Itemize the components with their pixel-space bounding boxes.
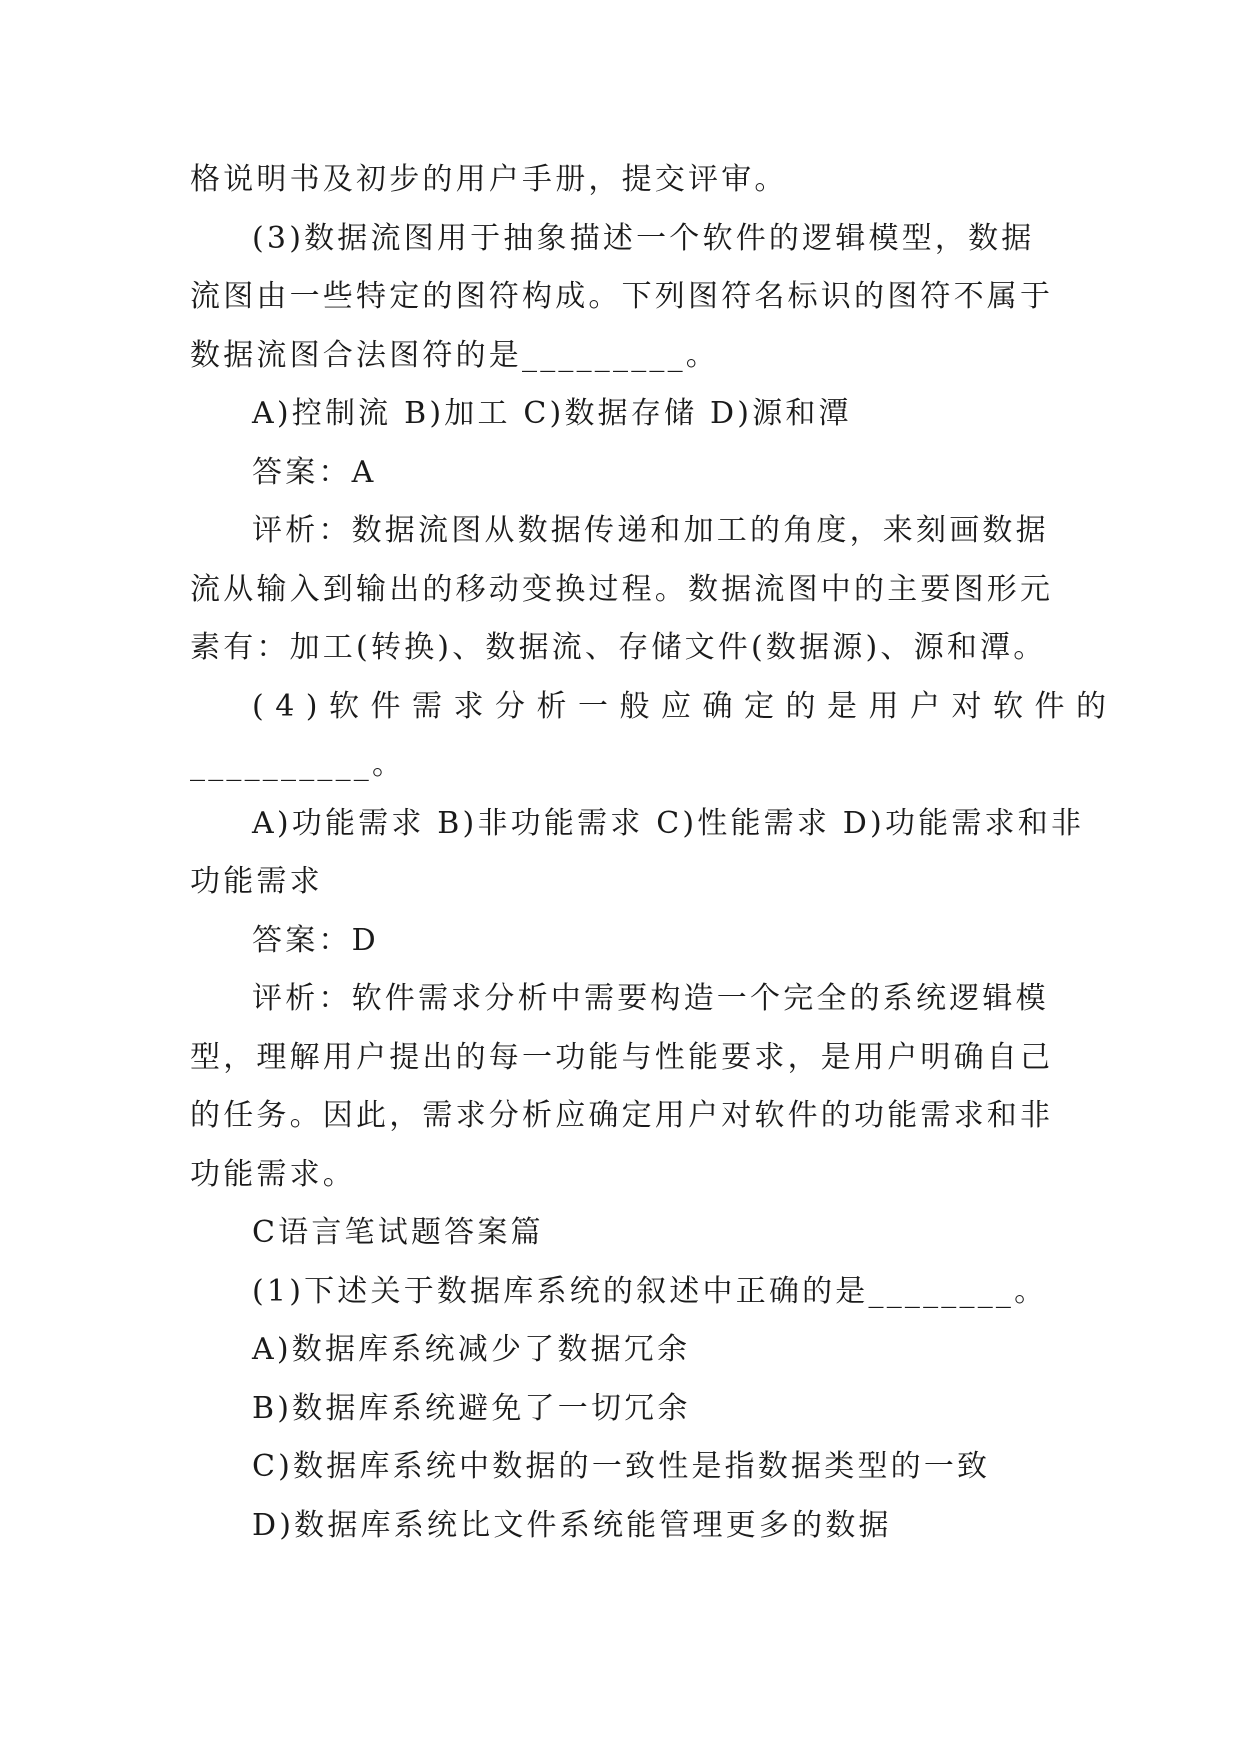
paragraph-line: 流图由一些特定的图符构成。下列图符名标识的图符不属于 <box>190 279 1054 314</box>
question-4-answer: 答案：D <box>252 922 379 958</box>
section-heading: C语言笔试题答案篇 <box>252 1215 544 1250</box>
paragraph-line: 功能需求。 <box>190 1156 356 1192</box>
paragraph-line: 的任务。因此，需求分析应确定用户对软件的功能需求和非 <box>190 1098 1054 1133</box>
question-1-option-d: D)数据库系统比文件系统能管理更多的数据 <box>252 1507 892 1543</box>
paragraph-line: 型，理解用户提出的每一功能与性能要求，是用户明确自己 <box>190 1039 1054 1075</box>
paragraph-line: 流从输入到输出的移动变换过程。数据流图中的主要图形元 <box>190 571 1054 607</box>
question-1-option-c: C)数据库系统中数据的一致性是指数据类型的一致 <box>252 1449 991 1484</box>
question-4-analysis: 评析：软件需求分析中需要构造一个完全的系统逻辑模 <box>252 981 1049 1016</box>
paragraph-line: 数据流图合法图符的是_________。 <box>190 337 719 373</box>
paragraph-line: 功能需求 <box>190 864 323 899</box>
document-body <box>190 151 1118 1555</box>
question-1-option-b: B)数据库系统避免了一切冗余 <box>252 1390 691 1426</box>
question-3-analysis: 评析：数据流图从数据传递和加工的角度，来刻画数据 <box>252 513 1049 548</box>
question-3-stem: (3)数据流图用于抽象描述一个软件的逻辑模型，数据 <box>252 220 1035 256</box>
question-3-answer: 答案：A <box>252 454 377 490</box>
paragraph-line: 素有：加工(转换)、数据流、存储文件(数据源)、源和潭。 <box>190 630 1047 665</box>
question-1-stem: (1)下述关于数据库系统的叙述中正确的是________。 <box>252 1273 1048 1309</box>
question-4-stem: (4)软件需求分析一般应确定的是用户对软件的 <box>252 688 1118 724</box>
question-3-options: A)控制流 B)加工 C)数据存储 D)源和潭 <box>252 396 852 431</box>
question-1-option-a: A)数据库系统减少了数据冗余 <box>252 1332 691 1367</box>
question-4-options: A)功能需求 B)非功能需求 C)性能需求 D)功能需求和非 <box>252 805 1085 841</box>
paragraph-line: 格说明书及初步的用户手册，提交评审。 <box>190 162 788 197</box>
paragraph-line: __________。 <box>190 747 406 782</box>
